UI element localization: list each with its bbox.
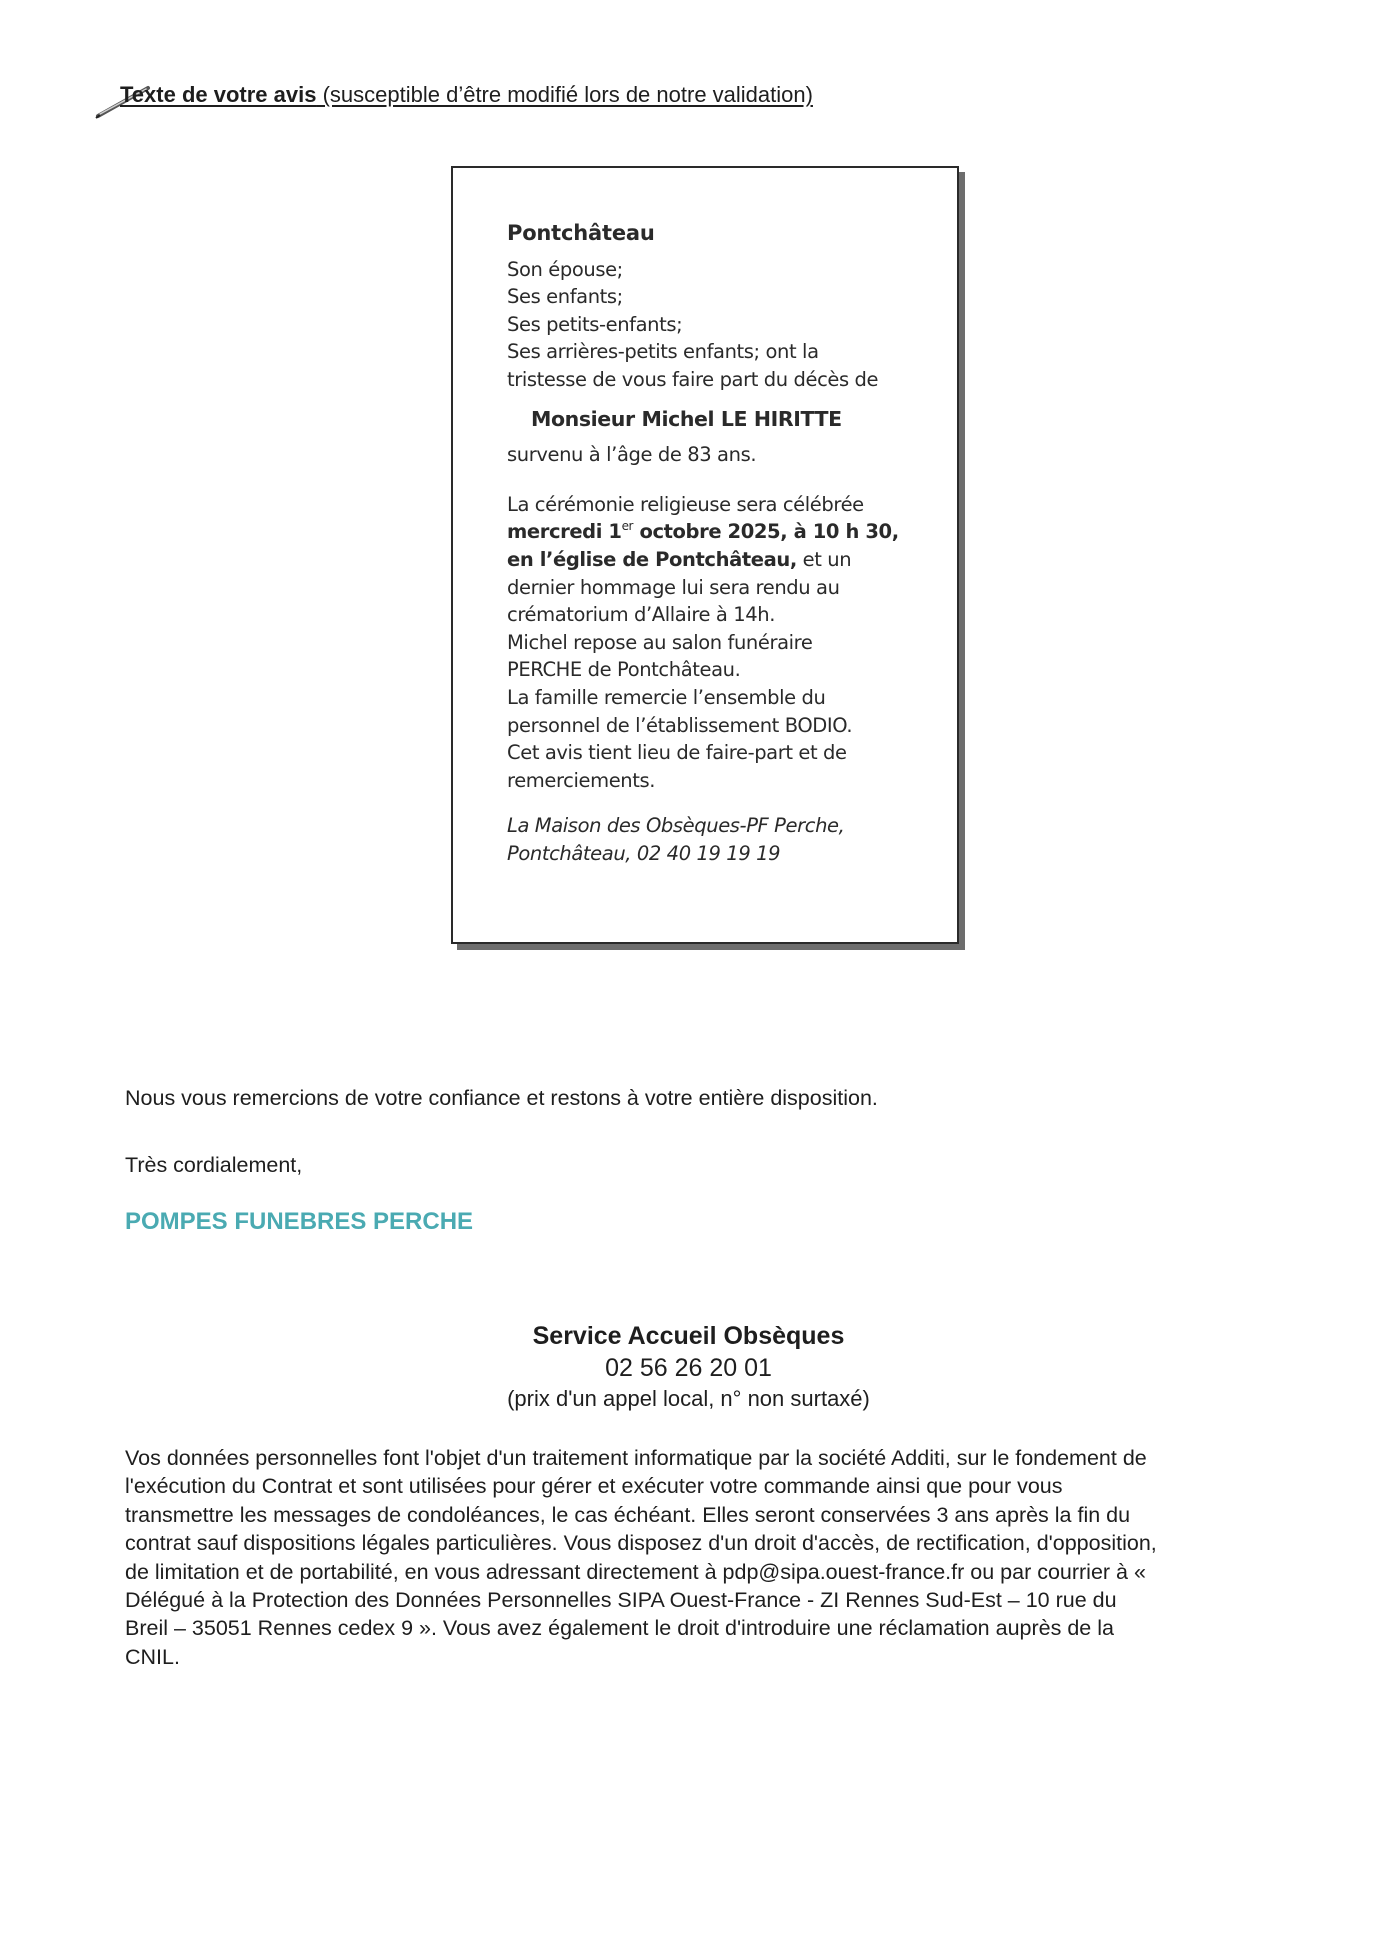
notice-body-line: dernier hommage lui sera rendu au <box>507 575 840 599</box>
notice-signature-line: La Maison des Obsèques-PF Perche, <box>507 814 845 838</box>
ceremony-place: en l’église de Pontchâteau, <box>507 547 797 571</box>
notice-body-line: Michel repose au salon funéraire <box>507 630 813 654</box>
privacy-line: CNIL. <box>125 1644 180 1669</box>
obituary-notice-box <box>451 166 959 944</box>
notice-body-line: personnel de l’établissement BODIO. <box>507 713 853 737</box>
deceased-name: Monsieur Michel LE HIRITTE <box>531 406 842 431</box>
ceremony-date-prefix: mercredi 1 <box>507 520 622 544</box>
company-name: POMPES FUNEBRES PERCHE <box>125 1208 474 1235</box>
privacy-line: transmettre les messages de condoléances, le cas échéant. Elles seront conservées 3 ans après la fin du <box>125 1502 1131 1527</box>
notice-body-line: remerciements. <box>507 768 656 792</box>
notice-heading <box>120 82 813 108</box>
privacy-line: Breil – 35051 Rennes cedex 9 ». Vous avez également le droit d'introduire une réclamation auprès de la <box>125 1616 1114 1641</box>
thanks-text: Nous vous remercions de votre confiance et restons à votre entière disposition. <box>125 1086 878 1110</box>
ceremony-place-suffix: et un <box>796 547 852 571</box>
notice-city: Pontchâteau <box>507 221 655 245</box>
age-line: survenu à l’âge de 83 ans. <box>507 443 757 467</box>
notice-heading-note: (susceptible d’être modifié lors de notre validation) <box>316 82 813 107</box>
privacy-line: l'exécution du Contrat et sont utilisées pour gérer et exécuter votre commande ainsi que pour vous <box>125 1474 1063 1499</box>
family-line: Ses enfants; <box>507 285 623 309</box>
privacy-line: Délégué à la Protection des Données Personnelles SIPA Ouest-France - ZI Rennes Sud-Est – 10 rue du <box>125 1588 1117 1613</box>
family-line: tristesse de vous faire part du décès de <box>507 367 879 391</box>
privacy-line: Vos données personnelles font l'objet d'un traitement informatique par la société Additi, sur le fondement de <box>125 1446 1147 1470</box>
notice-heading-bold: Texte de votre avis <box>120 82 317 107</box>
privacy-line: contrat sauf dispositions légales particulières. Vous disposez d'un droit d'accès, de rectification, d'opposition, <box>125 1531 1157 1556</box>
ceremony-date <box>507 518 937 546</box>
obituary-notice-content <box>507 220 937 867</box>
notice-body-line: Cet avis tient lieu de faire-part et de <box>507 741 847 765</box>
service-contact-block <box>0 1320 1377 1414</box>
service-title: Service Accueil Obsèques <box>532 1322 845 1350</box>
ceremony-date-sup: er <box>621 519 634 534</box>
regards-text: Très cordialement, <box>125 1153 303 1177</box>
family-line: Ses petits-enfants; <box>507 312 683 336</box>
service-phone: 02 56 26 20 01 <box>605 1354 772 1382</box>
notice-body-line: La famille remercie l’ensemble du <box>507 685 826 709</box>
ceremony-place-line <box>507 546 937 574</box>
ceremony-date-suffix: octobre 2025, à 10 h 30, <box>633 520 899 544</box>
service-note: (prix d'un appel local, n° non surtaxé) <box>507 1386 870 1411</box>
notice-signature-line: Pontchâteau, 02 40 19 19 19 <box>507 841 781 865</box>
privacy-notice <box>125 1444 1305 1671</box>
family-line: Ses arrières-petits enfants; ont la <box>507 340 819 364</box>
notice-body-line: PERCHE de Pontchâteau. <box>507 658 741 682</box>
privacy-line: de limitation et de portabilité, en vous adressant directement à pdp@sipa.ouest-france.fr ou par courrier à « <box>125 1559 1146 1584</box>
family-line: Son épouse; <box>507 257 623 281</box>
ceremony-intro: La cérémonie religieuse sera célébrée <box>507 492 864 516</box>
notice-body-line: crématorium d’Allaire à 14h. <box>507 603 776 627</box>
